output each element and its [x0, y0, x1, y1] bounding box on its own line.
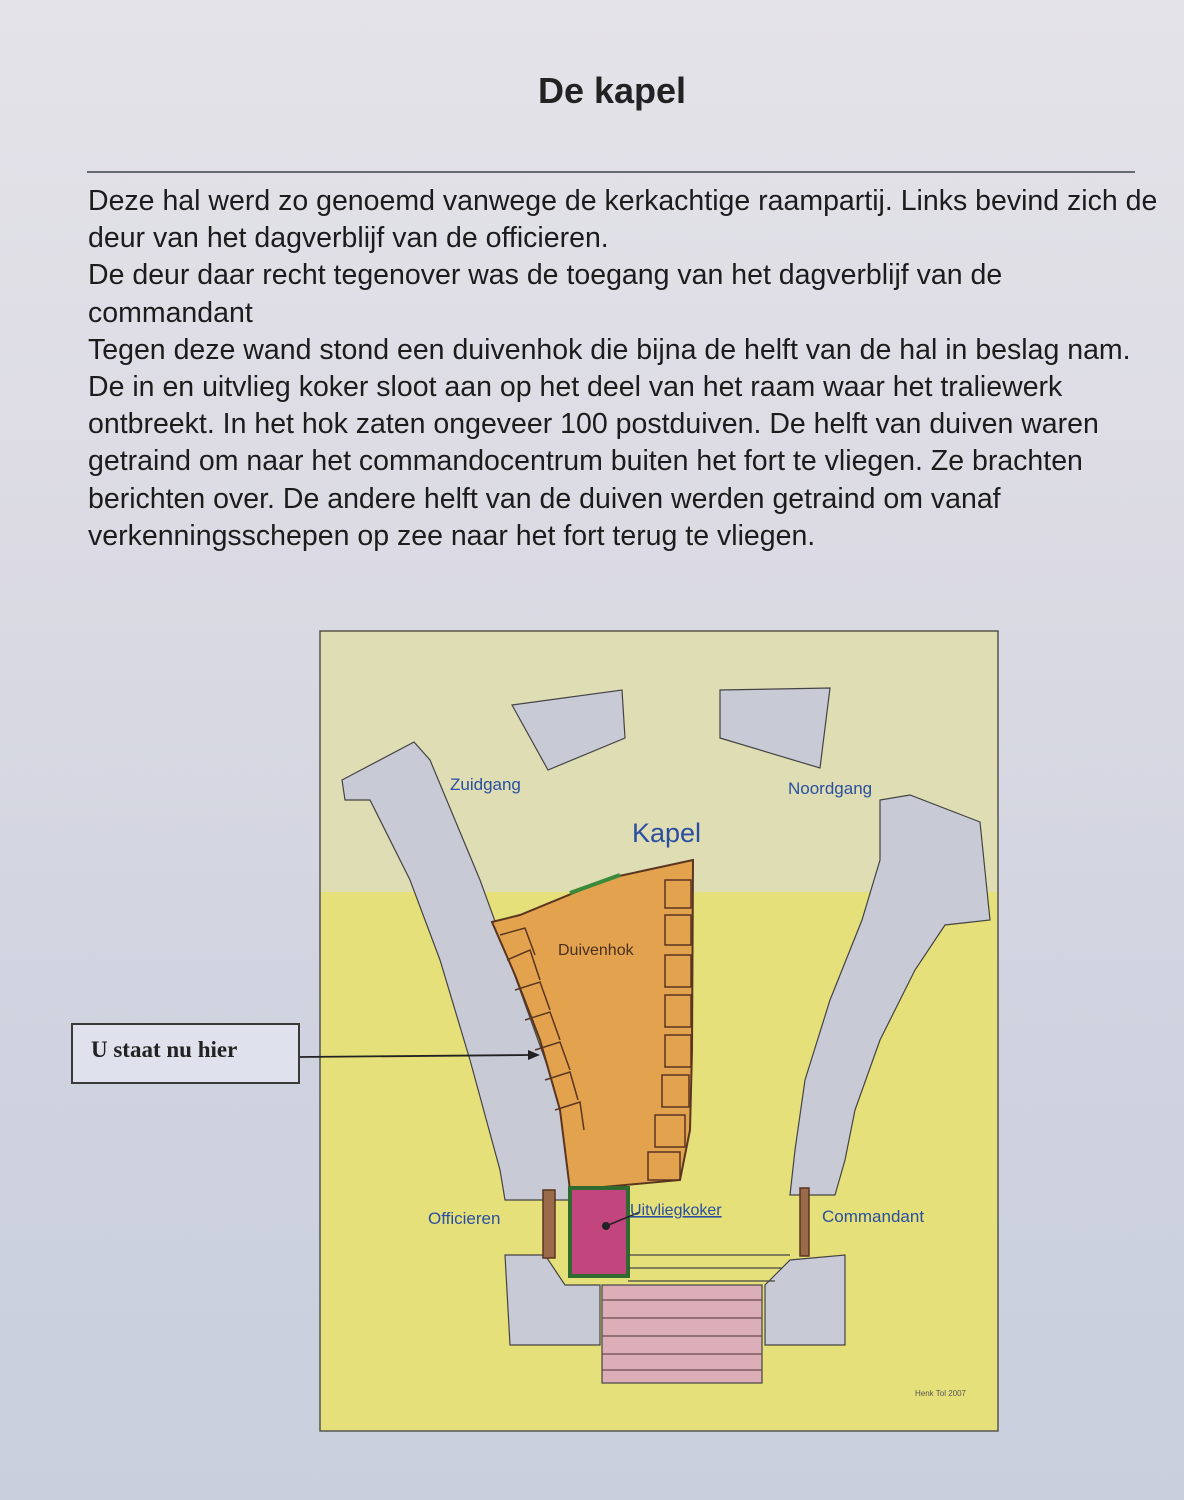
label-kapel: Kapel — [632, 818, 702, 848]
intro-paragraph-1: Deze hal werd zo genoemd vanwege de kerkachtige raampartij. Links bevind zich de deur van het dagverblijf van de officieren. — [88, 185, 1158, 255]
uitvliegkoker-dot — [602, 1222, 610, 1230]
intro-paragraph-3: Tegen deze wand stond een duivenhok die bijna de helft van de hal in beslag nam. De in en uitvlieg koker sloot aan op het deel van het raam waar het traliewerk ontbreekt. In het hok zaten ongeveer 100 postduiven. De helft van duiven waren getraind om naar het commandocentrum buiten het fort te vliegen. Ze brachten berichten over. De andere helft van de duiven werden getraind om vanaf verkenningsschepen op zee naar het fort terug te vliegen. — [88, 333, 1131, 552]
label-noordgang: Noordgang — [788, 779, 873, 798]
label-officieren: Officieren — [428, 1209, 501, 1228]
you-are-here-box — [71, 1023, 300, 1084]
label-commandant: Commandant — [822, 1207, 925, 1226]
door-commandant — [800, 1188, 809, 1256]
credit-label: Henk Tol 2007 — [915, 1389, 966, 1398]
label-duivenhok: Duivenhok — [558, 942, 634, 959]
page-title: De kapel — [537, 70, 687, 111]
label-zuidgang: Zuidgang — [450, 775, 521, 794]
uitvliegkoker-box — [570, 1188, 628, 1276]
intro-paragraph-2: De deur daar recht tegenover was de toegang van het dagverblijf van de commandant — [88, 259, 1003, 329]
label-uitvliegkoker: Uitvliegkoker — [630, 1202, 722, 1219]
you-are-here-label: U staat nu hier — [91, 1037, 238, 1062]
door-officieren — [543, 1190, 555, 1258]
